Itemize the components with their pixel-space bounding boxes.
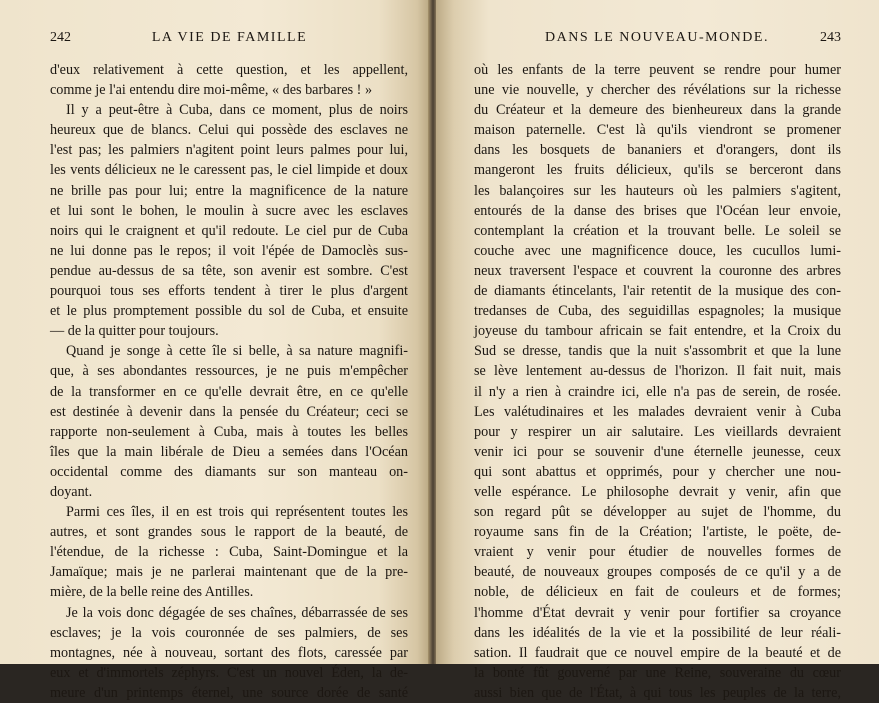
text-line: neux traversent l'espace et couvrent la couronne des arbres <box>474 262 841 279</box>
text-line: royaume sans fin de la Création; l'artiste, le poëte, de- <box>474 524 841 541</box>
right-page <box>436 0 879 701</box>
text-line: aussi bien que de l'État, à qui tous les peuples de la terre, <box>474 684 841 701</box>
text-line: de diamants étincelants, l'air retentit de la musique des con- <box>474 283 841 300</box>
text-line: du Créateur et la demeure des bienheureux dans la grande <box>474 102 841 119</box>
text-line: — de la quitter pour toujours. <box>50 323 219 340</box>
text-line: comme je l'ai entendu dire moi-même, « des barbares ! » <box>50 82 373 99</box>
text-line: les balançoires sur les hauteurs où les palmiers s'agitent, <box>474 182 841 199</box>
text-line: rapporte non-seulement à Cuba, mais à toutes les belles <box>50 423 408 440</box>
left-page <box>0 0 430 701</box>
text-line: Jamaïque; mais je ne parlerai maintenant que de la pre- <box>50 564 408 581</box>
text-line: d'eux relativement à cette question, et les appellent, <box>50 62 408 78</box>
text-line: entourés de la danse des brises que l'Océan leur envoie, <box>474 202 841 219</box>
text-line: pourquoi tous ses efforts tendent à tirer le plus d'argent <box>50 283 408 300</box>
text-line: heureux que de blancs. Celui qui possède des esclaves ne <box>50 122 408 139</box>
text-line: couche avec une magnificence douce, les cucullos lumi- <box>474 242 841 259</box>
text-line: doyant. <box>50 483 93 500</box>
text-line: maison paternelle. C'est là qu'ils viendront se promener <box>474 122 841 139</box>
text-line: noble, de délicieux en fait de couleurs et de formes; <box>474 584 841 601</box>
text-line: meure d'un printemps éternel, une source dorée de santé <box>50 684 408 701</box>
text-line: eux et d'immortels zéphyrs. C'est un nouvel Éden, la de- <box>50 664 408 681</box>
text-line: pendue au-dessus de sa tête, son avenir est sombre. C'est <box>50 262 408 279</box>
text-line: beauté, de nouveaux groupes composés de ce qu'il y a de <box>474 564 841 581</box>
text-line: mangeront les fruits délicieux, qu'ils se berceront dans <box>474 162 841 179</box>
text-line: joyeuse du tambour africain se fait entendre, et la Croix du <box>474 323 841 340</box>
right-running-head: DANS LE NOUVEAU-MONDE. <box>545 30 769 45</box>
text-line: Sud se dresse, tandis que la nuit s'assombrit et que la lune <box>474 343 841 360</box>
text-line: contemplant la création et la trouvant belle. Le soleil se <box>474 222 841 239</box>
left-running-head: LA VIE DE FAMILLE <box>151 30 308 45</box>
text-line: ne lui donne pas le repos; il voit l'épée de Damoclès sus- <box>50 242 408 259</box>
text-line: esclaves; je la vois couronnée de ses palmiers, de ses <box>50 624 408 641</box>
text-line: est destinée à devenir dans la pensée du Créateur; ceci se <box>50 403 408 420</box>
text-line: autres, et sont grandes sous le rapport de la beauté, de <box>50 524 408 541</box>
right-page-header <box>474 30 841 48</box>
right-page-number: 243 <box>820 30 841 45</box>
text-line: que, à ses abondantes ressources, je ne puis m'empêcher <box>50 363 408 380</box>
text-line: Il y a peut-être à Cuba, dans ce moment, plus de noirs <box>66 102 408 119</box>
text-line: une vie nouvelle, y chercher des révélations sur la richesse <box>474 82 841 99</box>
text-line: la bonté fût gouverné par une Reine, souveraine du cœur <box>474 664 841 681</box>
text-line: pour y respirer un air salutaire. Les vieillards devraient <box>474 423 841 440</box>
right-page-body <box>474 60 841 703</box>
text-line: où les enfants de la terre peuvent se rendre pour humer <box>474 62 841 78</box>
left-page-number: 242 <box>50 30 71 45</box>
left-page-header <box>50 30 408 48</box>
left-page-body <box>50 60 408 703</box>
text-line: l'homme d'État devrait y venir pour fortifier sa croyance <box>474 604 841 621</box>
text-line: Les valétudinaires et les malades devraient venir à Cuba <box>474 403 841 420</box>
text-line: noirs qui le craignent et qu'il redoute. Le ciel pur de Cuba <box>50 222 408 239</box>
text-line: Quand je songe à cette île si belle, à sa nature magnifi- <box>66 343 408 360</box>
text-line: il n'y a rien à craindre ici, elle n'a pas de serein, de rosée. <box>474 383 841 400</box>
text-line: occidental comme des diamants sur son manteau on- <box>50 463 408 480</box>
text-line: de la transformer en ce qu'elle devrait être, en ce qu'elle <box>50 383 408 400</box>
text-line: vraient y venir pour étudier de nouvelles formes de <box>474 544 841 561</box>
text-line: dans les idéalités de la vie et la possibilité de leur réali- <box>474 624 841 641</box>
text-line: l'est pas; les palmiers n'agitent point leurs palmes pour lui, <box>50 142 408 159</box>
text-line: montagnes, née à nouveau, sortant des flots, caressée par <box>50 644 408 661</box>
text-line: les vents délicieux ne le caressent pas, le ciel limpide et doux <box>50 162 408 179</box>
text-line: sation. Il faudrait que ce nouvel empire de la beauté et de <box>474 644 841 661</box>
text-line: l'étendue, de la richesse : Cuba, Saint-Domingue et la <box>50 544 408 561</box>
text-line: et lui sont le bohen, le moulin à sucre avec les esclaves <box>50 202 408 219</box>
text-line: Je la vois donc dégagée de ses chaînes, débarrassée de ses <box>66 604 408 621</box>
text-line: ne brille pas pour lui; entre la magnificence de la nature <box>50 182 408 199</box>
text-line: son regard pût se développer au sujet de l'homme, du <box>474 504 841 521</box>
text-line: qui sont abattus et opprimés, pour y chercher une nou- <box>474 463 841 480</box>
text-line: dans les bosquets de bananiers et d'orangers, dont ils <box>474 142 841 159</box>
text-line: venir ici pour se souvenir d'une éternelle jeunesse, ceux <box>474 443 841 460</box>
text-line: velle espérance. Le philosophe devrait y venir, afin que <box>474 483 841 500</box>
text-line: et le plus promptement possible du sol de Cuba, et ensuite <box>50 303 408 320</box>
text-line: Parmi ces îles, il en est trois qui représentent toutes les <box>66 504 408 521</box>
text-line: îles que la main libérale de Dieu a semées dans l'Océan <box>50 443 408 460</box>
text-line: mière, de la belle reine des Antilles. <box>50 584 254 601</box>
text-line: tredanses de Cuba, des seguidillas espagnoles; la musique <box>474 303 841 320</box>
text-line: se lève lentement au-dessus de l'horizon. Il fait nuit, mais <box>474 363 841 380</box>
